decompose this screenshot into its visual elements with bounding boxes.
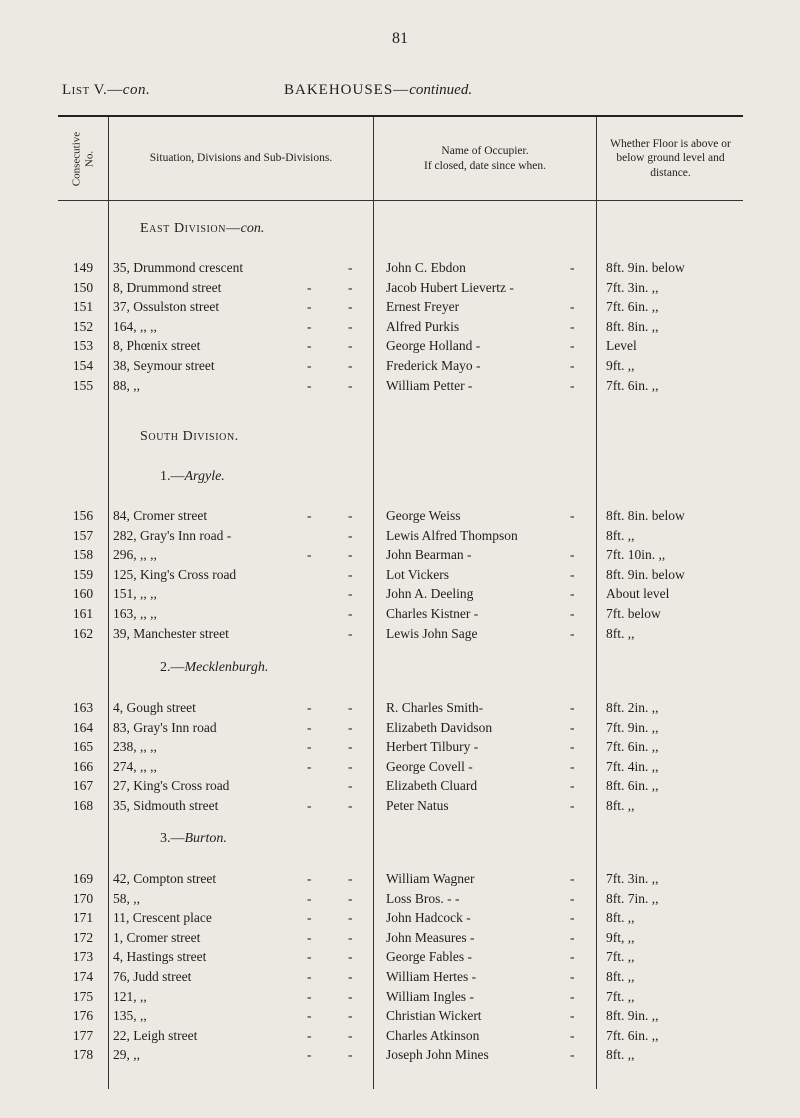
row-situation: 11, Crescent place <box>113 910 212 926</box>
table-row <box>0 604 800 623</box>
row-situation: 163, ,, ,, <box>113 606 157 621</box>
row-leader: - <box>307 377 312 393</box>
row-situation: 76, Judd street <box>113 969 192 984</box>
row-leader: - <box>570 508 575 523</box>
row-number: 178 <box>72 1047 94 1063</box>
row-situation: 88, ,, <box>113 377 140 393</box>
row-situation: 38, Seymour street <box>113 358 215 373</box>
row-leader: - <box>570 1008 575 1024</box>
row-floor-level: 8ft. ,, <box>606 910 635 926</box>
subdivision-heading-italic: Burton. <box>184 831 227 846</box>
row-situation: 83, Gray's Inn road <box>113 719 217 735</box>
row-occupier: Ernest Freyer <box>386 299 460 315</box>
row-leader: - <box>570 798 575 813</box>
row-leader: - <box>348 299 353 315</box>
row-situation: 4, Gough street <box>113 700 196 715</box>
row-leader: - <box>307 910 312 926</box>
section-title-text: BAKEHOUSES— <box>284 82 410 98</box>
row-leader: - <box>348 527 353 543</box>
column-header-no <box>58 117 108 200</box>
row-leader: - <box>348 929 353 945</box>
section-title-suffix: continued. <box>409 82 473 98</box>
row-occupier: John C. Ebdon <box>386 260 466 275</box>
row-occupier: Charles Kistner - <box>386 606 479 621</box>
row-leader: - <box>307 279 312 295</box>
row-leader: - <box>570 606 575 621</box>
row-leader: - <box>348 890 353 906</box>
row-floor-level: 8ft. 8in. below <box>606 508 685 523</box>
row-leader: - <box>348 969 353 984</box>
row-leader: - <box>307 929 312 945</box>
row-floor-level: 7ft. 6in. ,, <box>606 377 659 393</box>
row-number: 175 <box>72 988 94 1004</box>
row-leader: - <box>348 606 353 621</box>
row-occupier: Lewis John Sage <box>386 625 478 641</box>
row-number: 149 <box>72 260 94 275</box>
row-number: 162 <box>72 625 94 641</box>
row-floor-level: Level <box>606 338 637 354</box>
row-floor-level: 7ft. 6in. ,, <box>606 1027 659 1043</box>
table-row <box>0 1006 800 1025</box>
row-leader: - <box>307 318 312 334</box>
row-occupier: John Bearman - <box>386 547 472 563</box>
row-situation: 22, Leigh street <box>113 1027 198 1043</box>
row-leader: - <box>348 586 353 602</box>
row-occupier: William Ingles - <box>386 988 474 1004</box>
table-row <box>0 565 800 584</box>
row-leader: - <box>307 890 312 906</box>
row-occupier: Christian Wickert <box>386 1008 482 1024</box>
row-leader: - <box>348 988 353 1004</box>
row-number: 165 <box>72 739 94 755</box>
row-situation: 8, Phœnix street <box>113 338 201 354</box>
subdivision-heading-italic: Argyle. <box>184 469 225 484</box>
row-leader: - <box>348 625 353 641</box>
row-occupier: Charles Atkinson <box>386 1027 480 1043</box>
row-leader: - <box>307 1008 312 1024</box>
table-row <box>0 987 800 1006</box>
row-situation: 135, ,, <box>113 1008 147 1024</box>
row-leader: - <box>348 910 353 926</box>
row-number: 174 <box>72 969 94 984</box>
row-floor-level: 8ft. 2in. ,, <box>606 700 659 715</box>
row-leader: - <box>307 758 312 774</box>
row-situation: 8, Drummond street <box>113 279 222 295</box>
row-number: 157 <box>72 527 94 543</box>
row-occupier: Elizabeth Cluard <box>386 778 478 794</box>
row-leader: - <box>307 988 312 1004</box>
row-occupier: Alfred Purkis <box>386 318 460 334</box>
row-number: 171 <box>72 910 94 926</box>
table-row <box>0 698 800 717</box>
row-floor-level: 7ft. 4in. ,, <box>606 758 659 774</box>
row-floor-level: 7ft. 9in. ,, <box>606 719 659 735</box>
list-label-suffix: con. <box>122 82 151 98</box>
table-row <box>0 506 800 525</box>
division-heading-italic: con. <box>240 221 265 236</box>
row-leader: - <box>570 739 575 755</box>
column-header-occupier-line2: If closed, date since when. <box>424 159 546 172</box>
row-number: 176 <box>72 1008 94 1024</box>
column-header-occupier <box>375 117 595 200</box>
row-leader: - <box>570 358 575 373</box>
row-leader: - <box>348 798 353 813</box>
row-leader: - <box>570 318 575 334</box>
table-row <box>0 869 800 888</box>
row-leader: - <box>348 778 353 794</box>
row-occupier: George Weiss <box>386 508 461 523</box>
row-situation: 238, ,, ,, <box>113 739 157 755</box>
row-leader: - <box>570 929 575 945</box>
row-occupier: George Covell - <box>386 758 473 774</box>
row-occupier: Herbert Tilbury - <box>386 739 479 755</box>
row-leader: - <box>570 969 575 984</box>
row-leader: - <box>348 1047 353 1063</box>
table-row <box>0 928 800 947</box>
row-occupier: John Hadcock - <box>386 910 471 926</box>
row-leader: - <box>570 547 575 563</box>
row-number: 156 <box>72 508 94 523</box>
row-leader: - <box>570 988 575 1004</box>
row-leader: - <box>307 871 312 886</box>
table-row <box>0 908 800 927</box>
row-occupier: William Hertes - <box>386 969 477 984</box>
row-situation: 35, Sidmouth street <box>113 798 219 813</box>
row-leader: - <box>570 758 575 774</box>
row-number: 152 <box>72 318 94 334</box>
row-leader: - <box>570 299 575 315</box>
list-label-text: List V.— <box>62 82 123 98</box>
row-situation: 29, ,, <box>113 1047 140 1063</box>
row-number: 164 <box>72 719 94 735</box>
row-number: 172 <box>72 929 94 945</box>
list-label <box>62 82 150 99</box>
row-floor-level: 8ft. ,, <box>606 798 635 813</box>
row-situation: 125, King's Cross road <box>113 566 237 582</box>
row-leader: - <box>570 719 575 735</box>
row-number: 161 <box>72 606 94 621</box>
table-row <box>0 1045 800 1064</box>
row-occupier: John A. Deeling <box>386 586 474 602</box>
row-number: 163 <box>72 700 94 715</box>
row-leader: - <box>570 1027 575 1043</box>
row-situation: 84, Cromer street <box>113 508 208 523</box>
row-floor-level: 7ft. below <box>606 606 661 621</box>
row-floor-level: 8ft. 9in. ,, <box>606 1008 659 1024</box>
row-leader: - <box>307 1027 312 1043</box>
row-leader: - <box>348 318 353 334</box>
row-leader: - <box>348 758 353 774</box>
row-occupier: Lewis Alfred Thompson <box>386 527 518 543</box>
row-occupier: John Measures - <box>386 929 475 945</box>
row-number: 170 <box>72 890 94 906</box>
row-leader: - <box>570 700 575 715</box>
row-floor-level: 7ft. ,, <box>606 949 635 965</box>
table-row <box>0 796 800 815</box>
row-floor-level: 8ft. ,, <box>606 1047 635 1063</box>
row-leader: - <box>570 778 575 794</box>
row-leader: - <box>348 279 353 295</box>
row-leader: - <box>307 299 312 315</box>
row-leader: - <box>307 798 312 813</box>
row-leader: - <box>570 338 575 354</box>
table-row <box>0 584 800 603</box>
row-situation: 121, ,, <box>113 988 147 1004</box>
subdivision-heading <box>160 831 227 847</box>
row-number: 158 <box>72 547 94 563</box>
section-title <box>284 82 472 99</box>
row-number: 173 <box>72 949 94 965</box>
row-number: 154 <box>72 358 94 373</box>
page-number: 81 <box>392 30 408 47</box>
table-row <box>0 278 800 297</box>
row-leader: - <box>348 358 353 373</box>
row-floor-level: 8ft. 9in. below <box>606 566 685 582</box>
row-leader: - <box>307 338 312 354</box>
row-leader: - <box>570 949 575 965</box>
column-header-occupier-line1: Name of Occupier. <box>441 145 529 158</box>
table-row <box>0 356 800 375</box>
row-leader: - <box>348 566 353 582</box>
table-row <box>0 297 800 316</box>
column-header-no-text: Consecutive No. <box>70 131 95 186</box>
row-leader: - <box>307 739 312 755</box>
row-leader: - <box>348 377 353 393</box>
row-situation: 39, Manchester street <box>113 625 229 641</box>
row-leader: - <box>307 949 312 965</box>
row-number: 151 <box>72 299 94 315</box>
row-occupier: George Fables - <box>386 949 472 965</box>
division-heading <box>140 429 239 445</box>
column-header-situation: Situation, Divisions and Sub-Divisions. <box>149 152 333 165</box>
row-number: 159 <box>72 566 94 582</box>
row-leader: - <box>348 739 353 755</box>
row-occupier: William Petter - <box>386 377 473 393</box>
row-situation: 4, Hastings street <box>113 949 207 965</box>
row-situation: 282, Gray's Inn road - <box>113 527 232 543</box>
table-row <box>0 1026 800 1045</box>
row-floor-level: 7ft. 6in. ,, <box>606 739 659 755</box>
row-number: 168 <box>72 798 94 813</box>
subdivision-heading-label: 3.— <box>160 831 185 846</box>
row-leader: - <box>348 1027 353 1043</box>
row-leader: - <box>307 358 312 373</box>
row-situation: 151, ,, ,, <box>113 586 157 602</box>
row-leader: - <box>307 969 312 984</box>
table-row <box>0 776 800 795</box>
table-row <box>0 737 800 756</box>
row-leader: - <box>348 719 353 735</box>
row-situation: 274, ,, ,, <box>113 758 157 774</box>
row-number: 167 <box>72 778 94 794</box>
row-situation: 164, ,, ,, <box>113 318 157 334</box>
table-row <box>0 545 800 564</box>
table-header-rule <box>58 200 743 201</box>
row-floor-level: About level <box>606 586 670 602</box>
row-leader: - <box>570 377 575 393</box>
row-floor-level: 9ft. ,, <box>606 358 635 373</box>
row-number: 150 <box>72 279 94 295</box>
row-floor-level: 7ft. ,, <box>606 988 635 1004</box>
row-leader: - <box>307 719 312 735</box>
row-occupier: R. Charles Smith- <box>386 700 484 715</box>
table-row <box>0 258 800 277</box>
row-leader: - <box>570 871 575 886</box>
table-row <box>0 889 800 908</box>
row-number: 166 <box>72 758 94 774</box>
row-leader: - <box>570 910 575 926</box>
table-row <box>0 376 800 395</box>
table-row <box>0 757 800 776</box>
table-row <box>0 718 800 737</box>
row-floor-level: 8ft. ,, <box>606 527 635 543</box>
row-leader: - <box>307 547 312 563</box>
row-occupier: Peter Natus <box>386 798 449 813</box>
row-leader: - <box>307 508 312 523</box>
table-row <box>0 526 800 545</box>
row-number: 177 <box>72 1027 94 1043</box>
row-floor-level: 7ft. 6in. ,, <box>606 299 659 315</box>
subdivision-heading-label: 2.— <box>160 660 185 675</box>
row-occupier: Jacob Hubert Lievertz - <box>386 279 514 295</box>
division-heading <box>140 221 264 237</box>
row-leader: - <box>348 1008 353 1024</box>
row-floor-level: 9ft, ,, <box>606 929 635 945</box>
row-leader: - <box>570 890 575 906</box>
row-situation: 37, Ossulston street <box>113 299 220 315</box>
row-leader: - <box>570 1047 575 1063</box>
row-leader: - <box>570 625 575 641</box>
subdivision-heading-italic: Mecklenburgh. <box>184 660 269 675</box>
row-situation: 27, King's Cross road <box>113 778 230 794</box>
row-floor-level: 7ft. 10in. ,, <box>606 547 666 563</box>
row-occupier: William Wagner <box>386 871 475 886</box>
row-situation: 35, Drummond crescent <box>113 260 244 275</box>
table-row <box>0 336 800 355</box>
row-situation: 1, Cromer street <box>113 929 201 945</box>
subdivision-heading <box>160 660 268 676</box>
row-leader: - <box>348 949 353 965</box>
division-heading-label: East Division— <box>140 221 241 236</box>
row-occupier: Joseph John Mines <box>386 1047 489 1063</box>
row-number: 155 <box>72 377 94 393</box>
subdivision-heading <box>160 469 225 485</box>
row-leader: - <box>348 260 353 275</box>
table-row <box>0 967 800 986</box>
row-situation: 58, ,, <box>113 890 140 906</box>
row-situation: 296, ,, ,, <box>113 547 157 563</box>
row-leader: - <box>348 338 353 354</box>
row-floor-level: 8ft. 7in. ,, <box>606 890 659 906</box>
row-situation: 42, Compton street <box>113 871 217 886</box>
row-number: 153 <box>72 338 94 354</box>
row-occupier: Frederick Mayo - <box>386 358 481 373</box>
table-row <box>0 947 800 966</box>
row-leader: - <box>348 871 353 886</box>
row-leader: - <box>348 508 353 523</box>
table-row <box>0 317 800 336</box>
row-leader: - <box>570 586 575 602</box>
row-floor-level: 8ft. 6in. ,, <box>606 778 659 794</box>
row-leader: - <box>570 260 575 275</box>
row-number: 169 <box>72 871 94 886</box>
row-leader: - <box>307 700 312 715</box>
column-header-floor: Whether Floor is above or below ground level and distance. <box>610 137 731 179</box>
row-occupier: Elizabeth Davidson <box>386 719 493 735</box>
row-floor-level: 7ft. 3in. ,, <box>606 871 659 886</box>
row-leader: - <box>348 700 353 715</box>
subdivision-heading-label: 1.— <box>160 469 185 484</box>
table-row <box>0 624 800 643</box>
division-heading-label: South Division. <box>140 429 239 444</box>
row-leader: - <box>348 547 353 563</box>
row-leader: - <box>570 566 575 582</box>
row-floor-level: 8ft. ,, <box>606 969 635 984</box>
row-number: 160 <box>72 586 94 602</box>
row-occupier: Loss Bros. - - <box>386 890 460 906</box>
row-floor-level: 8ft. 8in. ,, <box>606 318 659 334</box>
row-floor-level: 8ft. 9in. below <box>606 260 685 275</box>
row-floor-level: 7ft. 3in. ,, <box>606 279 659 295</box>
row-occupier: George Holland - <box>386 338 481 354</box>
row-leader: - <box>307 1047 312 1063</box>
row-floor-level: 8ft. ,, <box>606 625 635 641</box>
row-occupier: Lot Vickers <box>386 566 450 582</box>
